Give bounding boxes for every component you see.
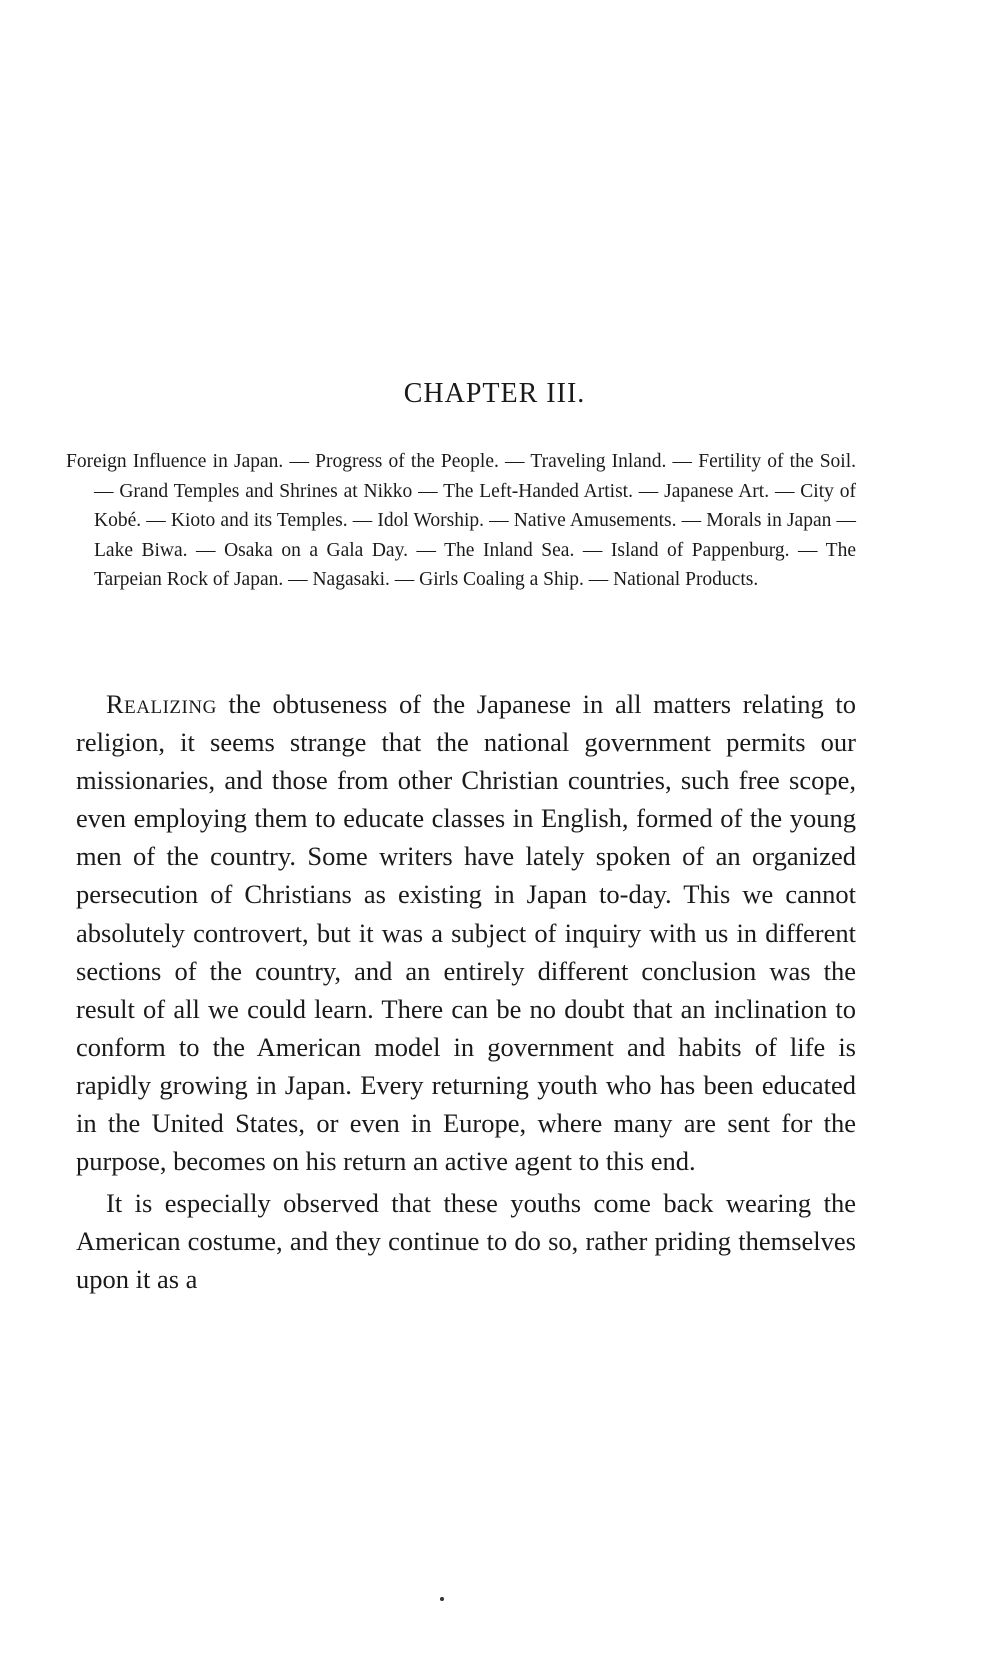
paragraph-lead-word: Realizing xyxy=(106,689,217,719)
chapter-body xyxy=(76,685,856,1299)
body-paragraph-1 xyxy=(76,685,856,1180)
page-footer-mark xyxy=(440,1597,444,1601)
paragraph-1-text: the obtuseness of the Japanese in all matters relating to religion, it seems strange that the national government permits our missionaries, and those from other Christian countries, such free scope, even employing them to educate classes in English, formed of the young men of the country. Some writers have lately spoken of an organized persecution of Christians as existing in Japan to-day. This we cannot absolutely controvert, but it was a subject of inquiry with us in different sections of the country, and an entirely different conclusion was the result of all we could learn. There can be no doubt that an inclination to conform to the American model in government and habits of life is rapidly growing in Japan. Every returning youth who has been educated in the United States, or even in Europe, where many are sent for the purpose, becomes on his return an active agent to this end. xyxy=(76,689,856,1177)
chapter-heading: CHAPTER III. xyxy=(403,378,586,409)
chapter-summary: Foreign Influence in Japan. — Progress of the People. — Traveling Inland. — Fertility of the Soil. — Grand Temples and Shrines at Nikko — The Left-Handed Artist. — Japanese Art. — City of Kobé. — Kioto and its Temples. — Idol Worship. — Native Amusements. — Morals in Japan — Lake Biwa. — Osaka on a Gala Day. — The Inland Sea. — Island of Pappenburg. — The Tarpeian Rock of Japan. — Nagasaki. — Girls Coaling a Ship. — National Products. xyxy=(66,451,856,590)
body-paragraph-2: It is especially observed that these youths come back wearing the American costume, and they continue to do so, rather priding themselves upon it as a xyxy=(76,1188,856,1295)
